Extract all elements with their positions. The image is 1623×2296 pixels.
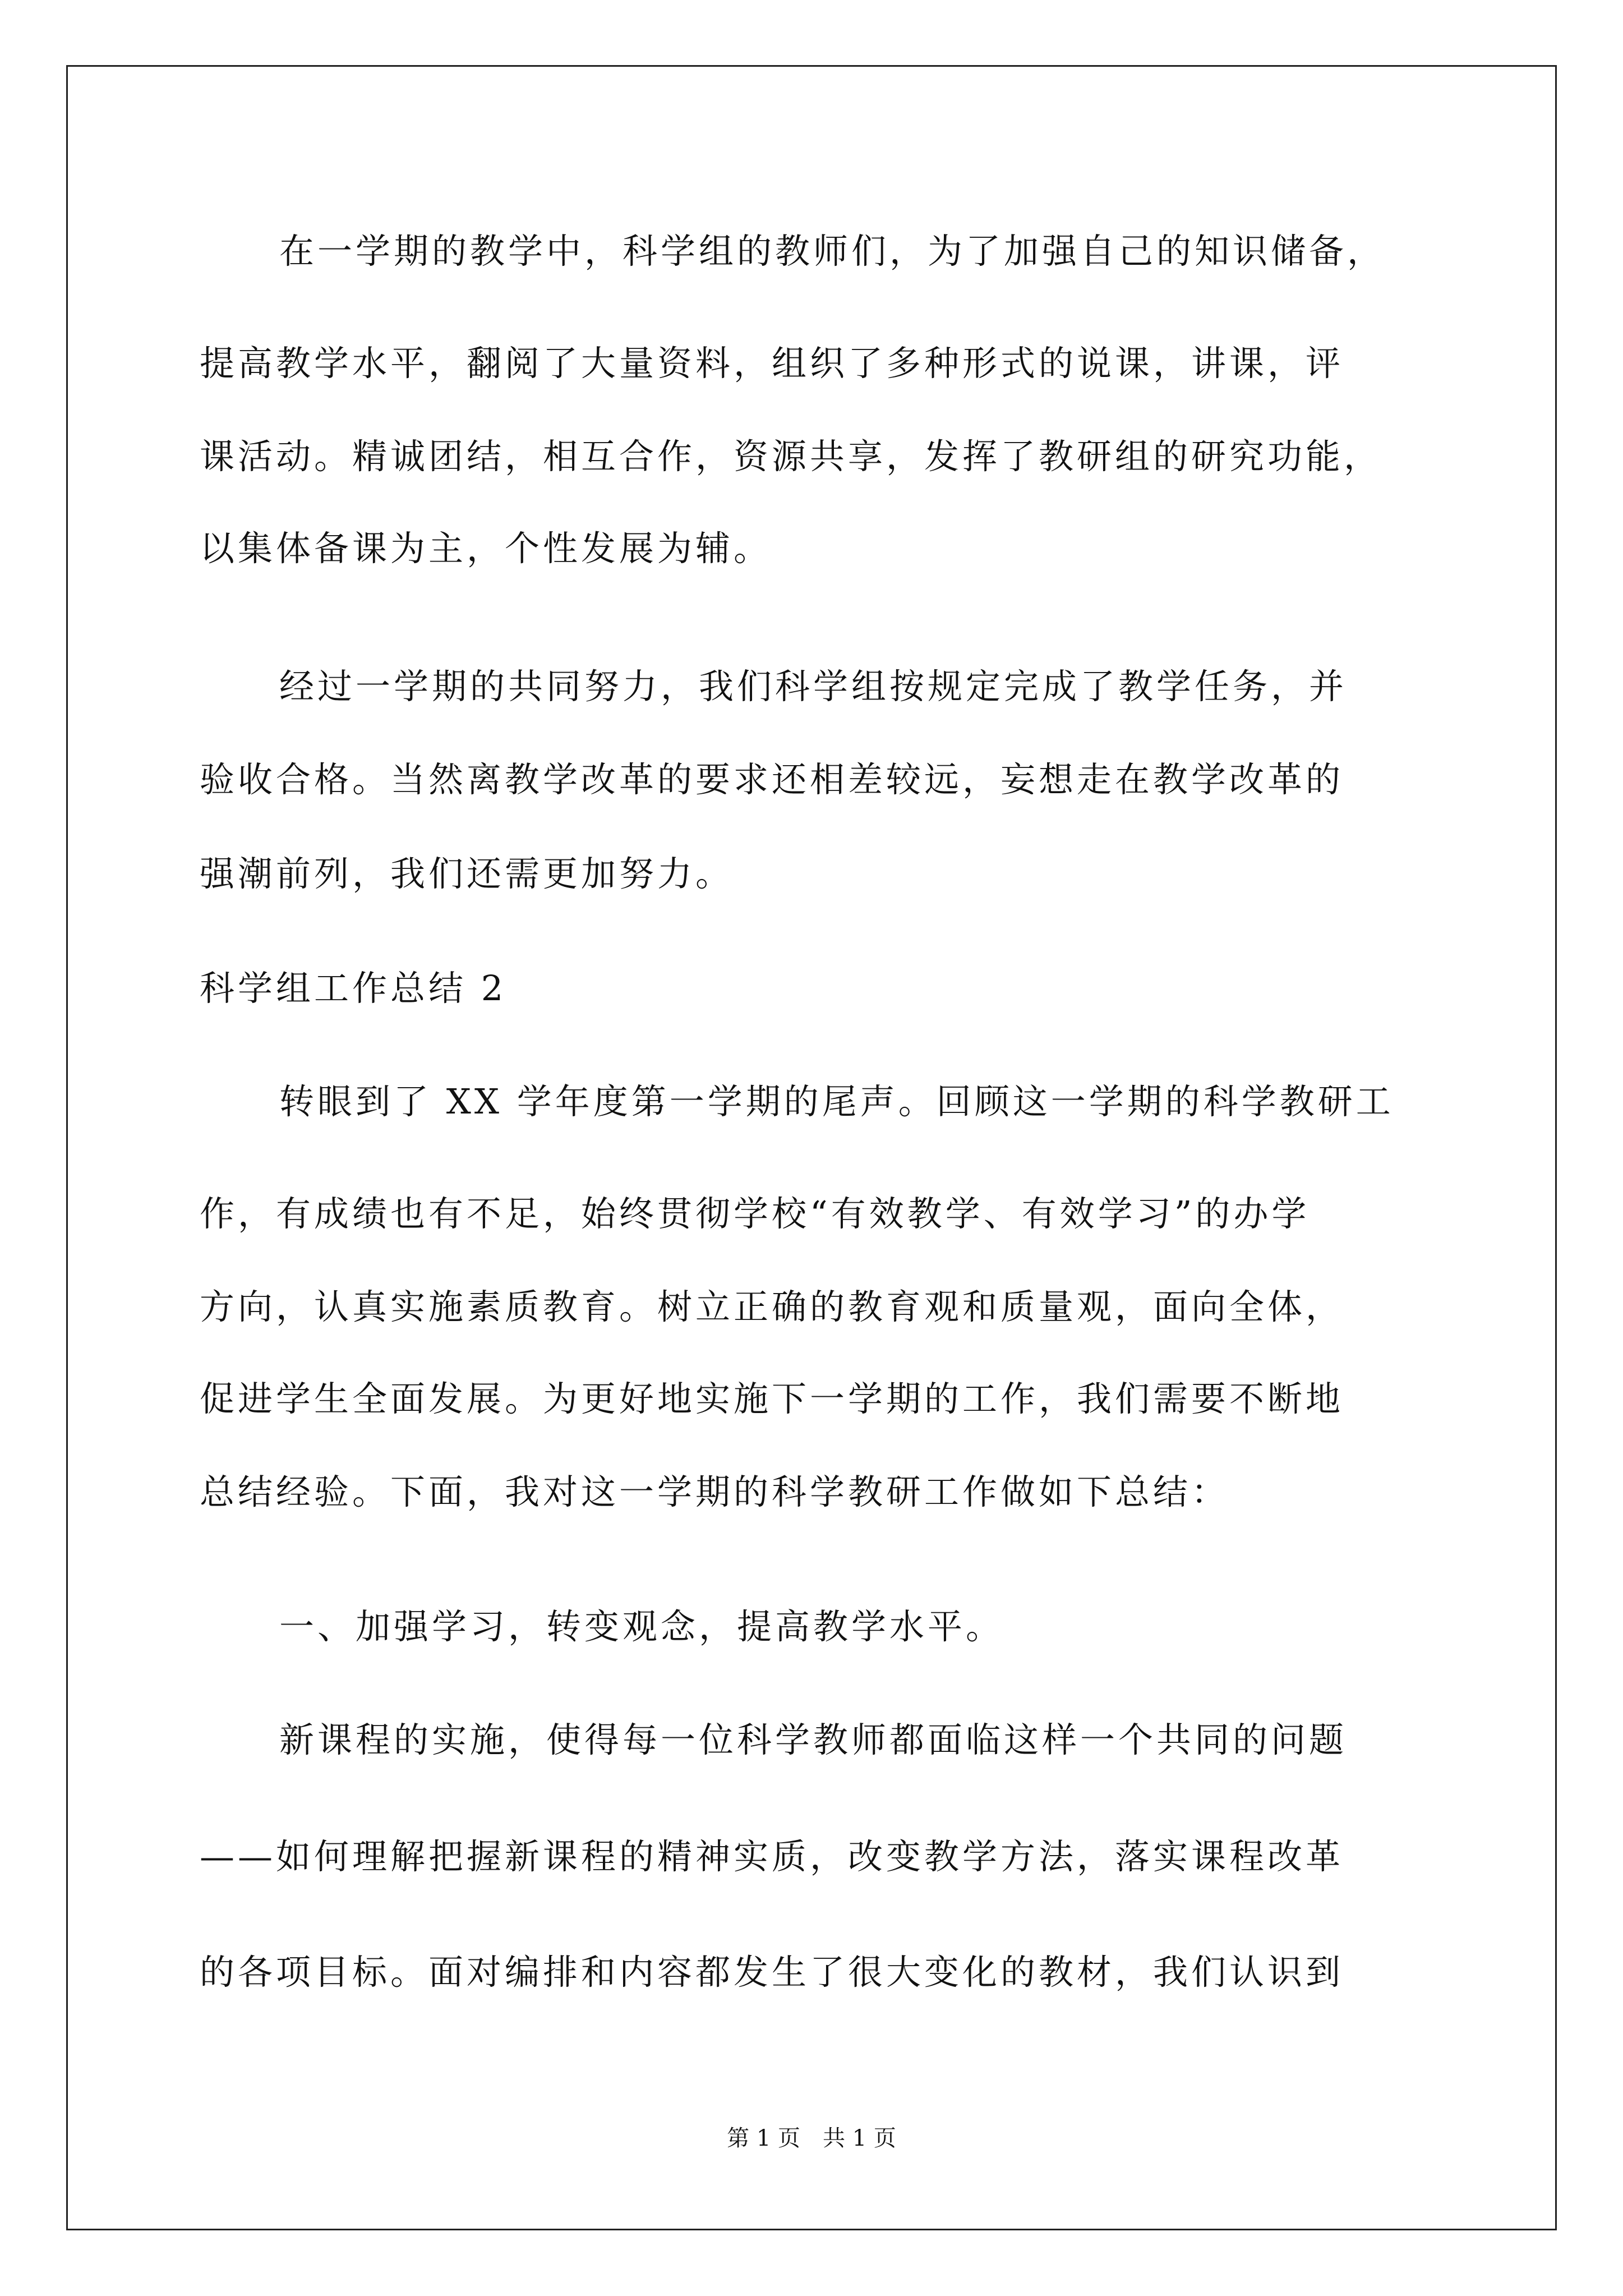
- paragraph-3-line-5: 总结经验。下面，我对这一学期的科学教研工作做如下总结：: [200, 1471, 1230, 1512]
- paragraph-4-line-2: ——如何理解把握新课程的精神实质，改变教学方法，落实课程改革: [200, 1836, 1344, 1877]
- paragraph-1-line-3: 课活动。精诚团结，相互合作，资源共享，发挥了教研组的研究功能，: [200, 436, 1382, 477]
- paragraph-1-line-4: 以集体备课为主，个性发展为辅。: [200, 528, 772, 569]
- paragraph-3-line-2: 作，有成绩也有不足，始终贯彻学校“有效教学、有效学习”的办学: [200, 1193, 1310, 1234]
- page-border: [66, 65, 1557, 2230]
- paragraph-1-line-1: 在一学期的教学中，科学组的教师们，为了加强自己的知识储备，: [279, 231, 1386, 272]
- page-footer: 第 1 页 共 1 页: [727, 2125, 896, 2151]
- paragraph-2-line-2: 验收合格。当然离教学改革的要求还相差较远，妄想走在教学改革的: [200, 759, 1344, 800]
- paragraph-4-line-3: 的各项目标。面对编排和内容都发生了很大变化的教材，我们认识到: [200, 1952, 1344, 1993]
- paragraph-3-line-3: 方向，认真实施素质教育。树立正确的教育观和质量观，面向全体，: [200, 1286, 1344, 1327]
- paragraph-2-line-1: 经过一学期的共同努力，我们科学组按规定完成了教学任务，并: [279, 666, 1348, 707]
- paragraph-3-line-4: 促进学生全面发展。为更好地实施下一学期的工作，我们需要不断地: [200, 1378, 1344, 1419]
- paragraph-2-line-3: 强潮前列，我们还需更加努力。: [200, 853, 734, 894]
- subheading-1: 一、加强学习，转变观念，提高教学水平。: [279, 1606, 1004, 1647]
- section-heading: 科学组工作总结 2: [200, 968, 507, 1009]
- paragraph-3-line-1: 转眼到了 XX 学年度第一学期的尾声。回顾这一学期的科学教研工: [279, 1081, 1394, 1122]
- paragraph-4-line-1: 新课程的实施，使得每一位科学教师都面临这样一个共同的问题: [279, 1719, 1348, 1760]
- paragraph-1-line-2: 提高教学水平，翻阅了大量资料，组织了多种形式的说课，讲课，评: [200, 343, 1344, 384]
